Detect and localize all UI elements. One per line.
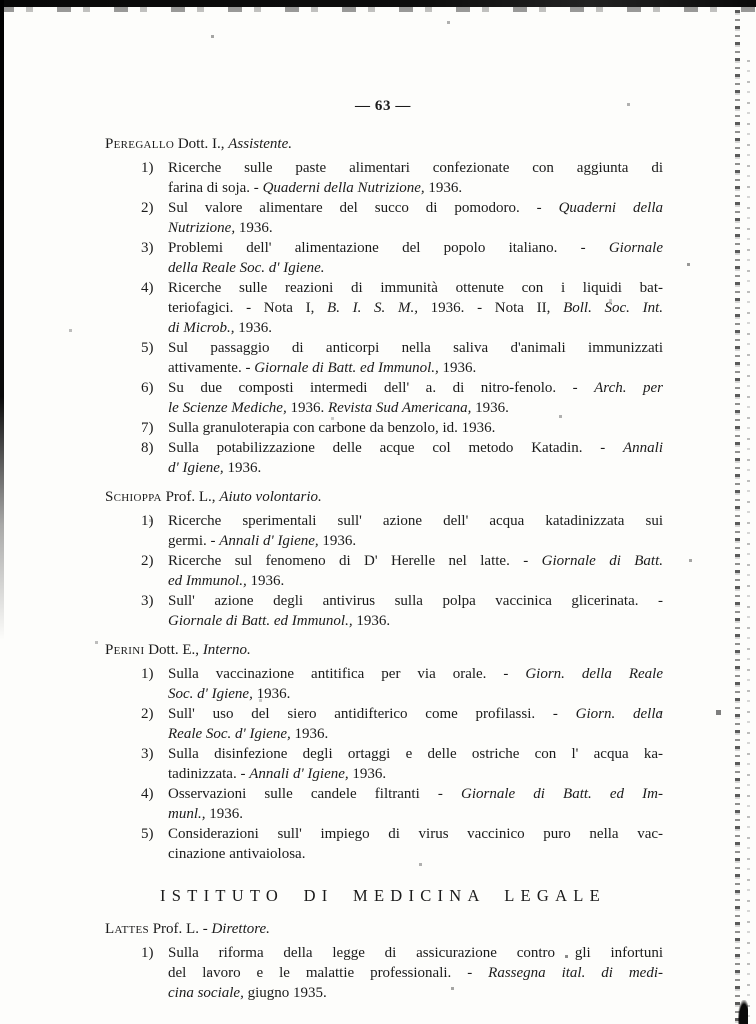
entry-line [168, 458, 663, 478]
entry-number: 1) [141, 666, 154, 682]
entry-text: tadinizzata. - [168, 766, 250, 782]
entry-number: 5) [141, 340, 154, 356]
entry-text: 1936. [246, 573, 285, 589]
entry-line [168, 764, 663, 784]
journal-title: Giornale di Batt. [541, 553, 664, 569]
entry-text: 1936. [424, 180, 463, 196]
author-role: Direttore. [211, 921, 270, 937]
entry-text: 1936. - Nota II, [418, 300, 564, 316]
entry-line [168, 983, 663, 1003]
author-title: Prof. L., [161, 489, 220, 505]
institute-heading: ISTITUTO DI MEDICINA LEGALE [160, 886, 606, 905]
entry-number: 8) [141, 440, 154, 456]
publication-section [103, 919, 663, 1003]
author-name: Lattes [105, 921, 149, 937]
entry-text: Su due composti intermedi dell' a. di nitro-fenolo. - [168, 380, 595, 396]
entry-line [141, 943, 663, 963]
entry-line [168, 963, 663, 983]
entry-text: 1936. [352, 613, 391, 629]
journal-title: Revista Sud Americana, [327, 400, 472, 416]
entry-line [141, 158, 663, 178]
journal-title: Giornale di Batt. ed Immunol., [254, 360, 439, 376]
publication-entry [103, 418, 663, 438]
publication-entry [103, 591, 663, 631]
author-role: Interno. [202, 642, 251, 658]
journal-title: Giornale [608, 240, 663, 256]
author-name: Peregallo [105, 136, 175, 152]
entry-number: 3) [141, 240, 154, 256]
entry-line [141, 378, 663, 398]
entry-text: giugno 1935. [243, 985, 327, 1001]
entry-text: Sull' azione degli antivirus sulla polpa vaccinica glicerinata. - [168, 593, 663, 609]
entry-line [168, 724, 663, 744]
publication-entry [103, 664, 663, 704]
journal-title: d' Igiene, [168, 460, 224, 476]
author-heading [105, 640, 663, 660]
entry-text: Considerazioni sull' impiego di virus vaccinico puro nella vac- [168, 826, 663, 842]
journal-title: Reale Soc. d' Igiene, [168, 726, 291, 742]
journal-title: Soc. d' Igiene, [168, 686, 253, 702]
publication-section [103, 487, 663, 631]
entry-number: 1) [141, 160, 154, 176]
entry-text: 1936. [234, 320, 273, 336]
entry-text: Ricerche sulle reazioni di immunità ottenute con i liquidi bat- [168, 280, 663, 296]
publication-section [103, 134, 663, 478]
author-title: Dott. I., [174, 136, 229, 152]
entry-number: 2) [141, 200, 154, 216]
publication-entry [103, 511, 663, 551]
entry-text: Sulla riforma della legge di assicurazione contro gli infortuni [168, 945, 663, 961]
entry-text: Problemi dell' alimentazione del popolo italiano. - [168, 240, 609, 256]
entry-number: 3) [141, 593, 154, 609]
author-name: Perini [105, 642, 145, 658]
entry-text: farina di soja. - [168, 180, 263, 196]
entry-text: 1936. [290, 726, 329, 742]
author-title: Prof. L. - [148, 921, 212, 937]
entry-number: 6) [141, 380, 154, 396]
entry-line [141, 338, 663, 358]
entry-text: Sulla granuloterapia con carbone da benzolo, id. 1936. [168, 420, 496, 436]
journal-title: Rassegna ital. di medi- [488, 965, 663, 981]
entry-line [141, 744, 663, 764]
entry-line [168, 844, 663, 864]
entry-line [141, 238, 663, 258]
journal-title: Annali d' Igiene, [249, 766, 349, 782]
entry-line [141, 438, 663, 458]
entry-text: Sulla vaccinazione antitifica per via orale. - [168, 666, 526, 682]
scan-artifact-corner-blob [738, 1000, 748, 1024]
journal-title: della Reale Soc. d' Igiene. [168, 260, 325, 276]
publication-entry [103, 198, 663, 238]
entry-number: 4) [141, 280, 154, 296]
journal-title: Giorn. della [575, 706, 663, 722]
publication-entry [103, 824, 663, 864]
publication-entry [103, 238, 663, 278]
entry-line [168, 298, 663, 318]
journal-title: Giornale di Batt. ed Im- [460, 786, 663, 802]
entry-text: Ricerche sperimentali sull' azione dell' acqua katadinizzata sui [168, 513, 663, 529]
entry-number: 5) [141, 826, 154, 842]
entry-text: 1936. [348, 766, 387, 782]
author-heading [105, 134, 663, 154]
entry-text: germi. - [168, 533, 220, 549]
journal-title: B. I. S. M., [327, 300, 418, 316]
entry-line [168, 178, 663, 198]
journal-title: di Microb., [168, 320, 235, 336]
entry-line [141, 198, 663, 218]
entry-text: Sulla potabilizzazione delle acque col metodo Katadin. - [168, 440, 623, 456]
entry-number: 3) [141, 746, 154, 762]
publication-entry [103, 551, 663, 591]
journal-title: Boll. Soc. Int. [563, 300, 664, 316]
author-role: Assistente. [228, 136, 293, 152]
publication-entry [103, 158, 663, 198]
journal-title: Giornale di Batt. ed Immunol., [168, 613, 353, 629]
journal-title: Annali [623, 440, 663, 456]
entry-line [141, 591, 663, 611]
entry-text: Sul valore alimentare del succo di pomodoro. - [168, 200, 559, 216]
entry-line [168, 258, 663, 278]
section-group-a [103, 134, 663, 864]
entry-line [168, 358, 663, 378]
entry-line [141, 824, 663, 844]
journal-title: Quaderni della [558, 200, 663, 216]
publication-entry [103, 278, 663, 338]
journal-title: ed Immunol., [168, 573, 247, 589]
section-group-b [103, 919, 663, 1003]
journal-title: Quaderni della Nutrizione, [262, 180, 425, 196]
author-heading [105, 919, 663, 939]
entry-number: 4) [141, 786, 154, 802]
entry-line [168, 611, 663, 631]
entry-line [168, 571, 663, 591]
author-title: Dott. E., [144, 642, 203, 658]
entry-line [168, 804, 663, 824]
entry-text: 1936. [252, 686, 291, 702]
publication-entry [103, 338, 663, 378]
journal-title: cina sociale, [168, 985, 244, 1001]
publication-entry [103, 378, 663, 418]
journal-title: Giorn. della Reale [525, 666, 663, 682]
entry-line [141, 418, 663, 438]
publication-entry [103, 784, 663, 824]
entry-text: attivamente. - [168, 360, 255, 376]
entry-line [141, 704, 663, 724]
journal-title: Arch. per [594, 380, 663, 396]
entry-text: 1936. [235, 220, 273, 236]
publication-entry [103, 438, 663, 478]
journal-title: le Scienze Mediche, [168, 400, 287, 416]
publication-entry [103, 744, 663, 784]
entry-text: Sull' uso del siero antidifterico come profilassi. - [168, 706, 576, 722]
entry-line [168, 318, 663, 338]
entry-number: 2) [141, 706, 154, 722]
entry-text: 1936. [223, 460, 262, 476]
entry-line [168, 398, 663, 418]
entry-text: 1936. [471, 400, 509, 416]
entry-text: teriofagici. - Nota I, [168, 300, 328, 316]
publication-entry [103, 704, 663, 744]
entry-text: Ricerche sulle paste alimentari confezionate con aggiunta di [168, 160, 663, 176]
entry-line [141, 664, 663, 684]
entry-number: 2) [141, 553, 154, 569]
entry-line [168, 531, 663, 551]
entry-text: Sul passaggio di anticorpi nella saliva d'animali immunizzati [168, 340, 663, 356]
journal-title: munl., [168, 806, 206, 822]
entry-number: 1) [141, 945, 154, 961]
entry-text: 1936. [438, 360, 477, 376]
publication-section [103, 640, 663, 864]
entry-line [141, 278, 663, 298]
author-heading [105, 487, 663, 507]
entry-text: 1936. [286, 400, 328, 416]
journal-title: Nutrizione, [168, 220, 236, 236]
entry-text: 1936. [205, 806, 243, 822]
entry-line [141, 551, 663, 571]
entry-text: cinazione antivaiolosa. [168, 846, 306, 862]
entry-text: Ricerche sul fenomeno di D' Herelle nel latte. - [168, 553, 542, 569]
publication-entry [103, 943, 663, 1003]
entry-text: 1936. [318, 533, 357, 549]
entry-line [168, 218, 663, 238]
author-name: Schioppa [105, 489, 162, 505]
entry-line [141, 784, 663, 804]
entry-text: del lavoro e le malattie professionali. - [168, 965, 489, 981]
entry-text: Osservazioni sulle candele filtranti - [168, 786, 461, 802]
entry-line [168, 684, 663, 704]
entry-text: Sulla disinfezione degli ortaggi e delle ostriche con l' acqua ka- [168, 746, 663, 762]
page-number: — 63 — [354, 98, 412, 114]
journal-title: Annali d' Igiene, [219, 533, 319, 549]
author-role: Aiuto volontario. [219, 489, 322, 505]
entry-number: 1) [141, 513, 154, 529]
entry-line [141, 511, 663, 531]
entry-number: 7) [141, 420, 154, 436]
